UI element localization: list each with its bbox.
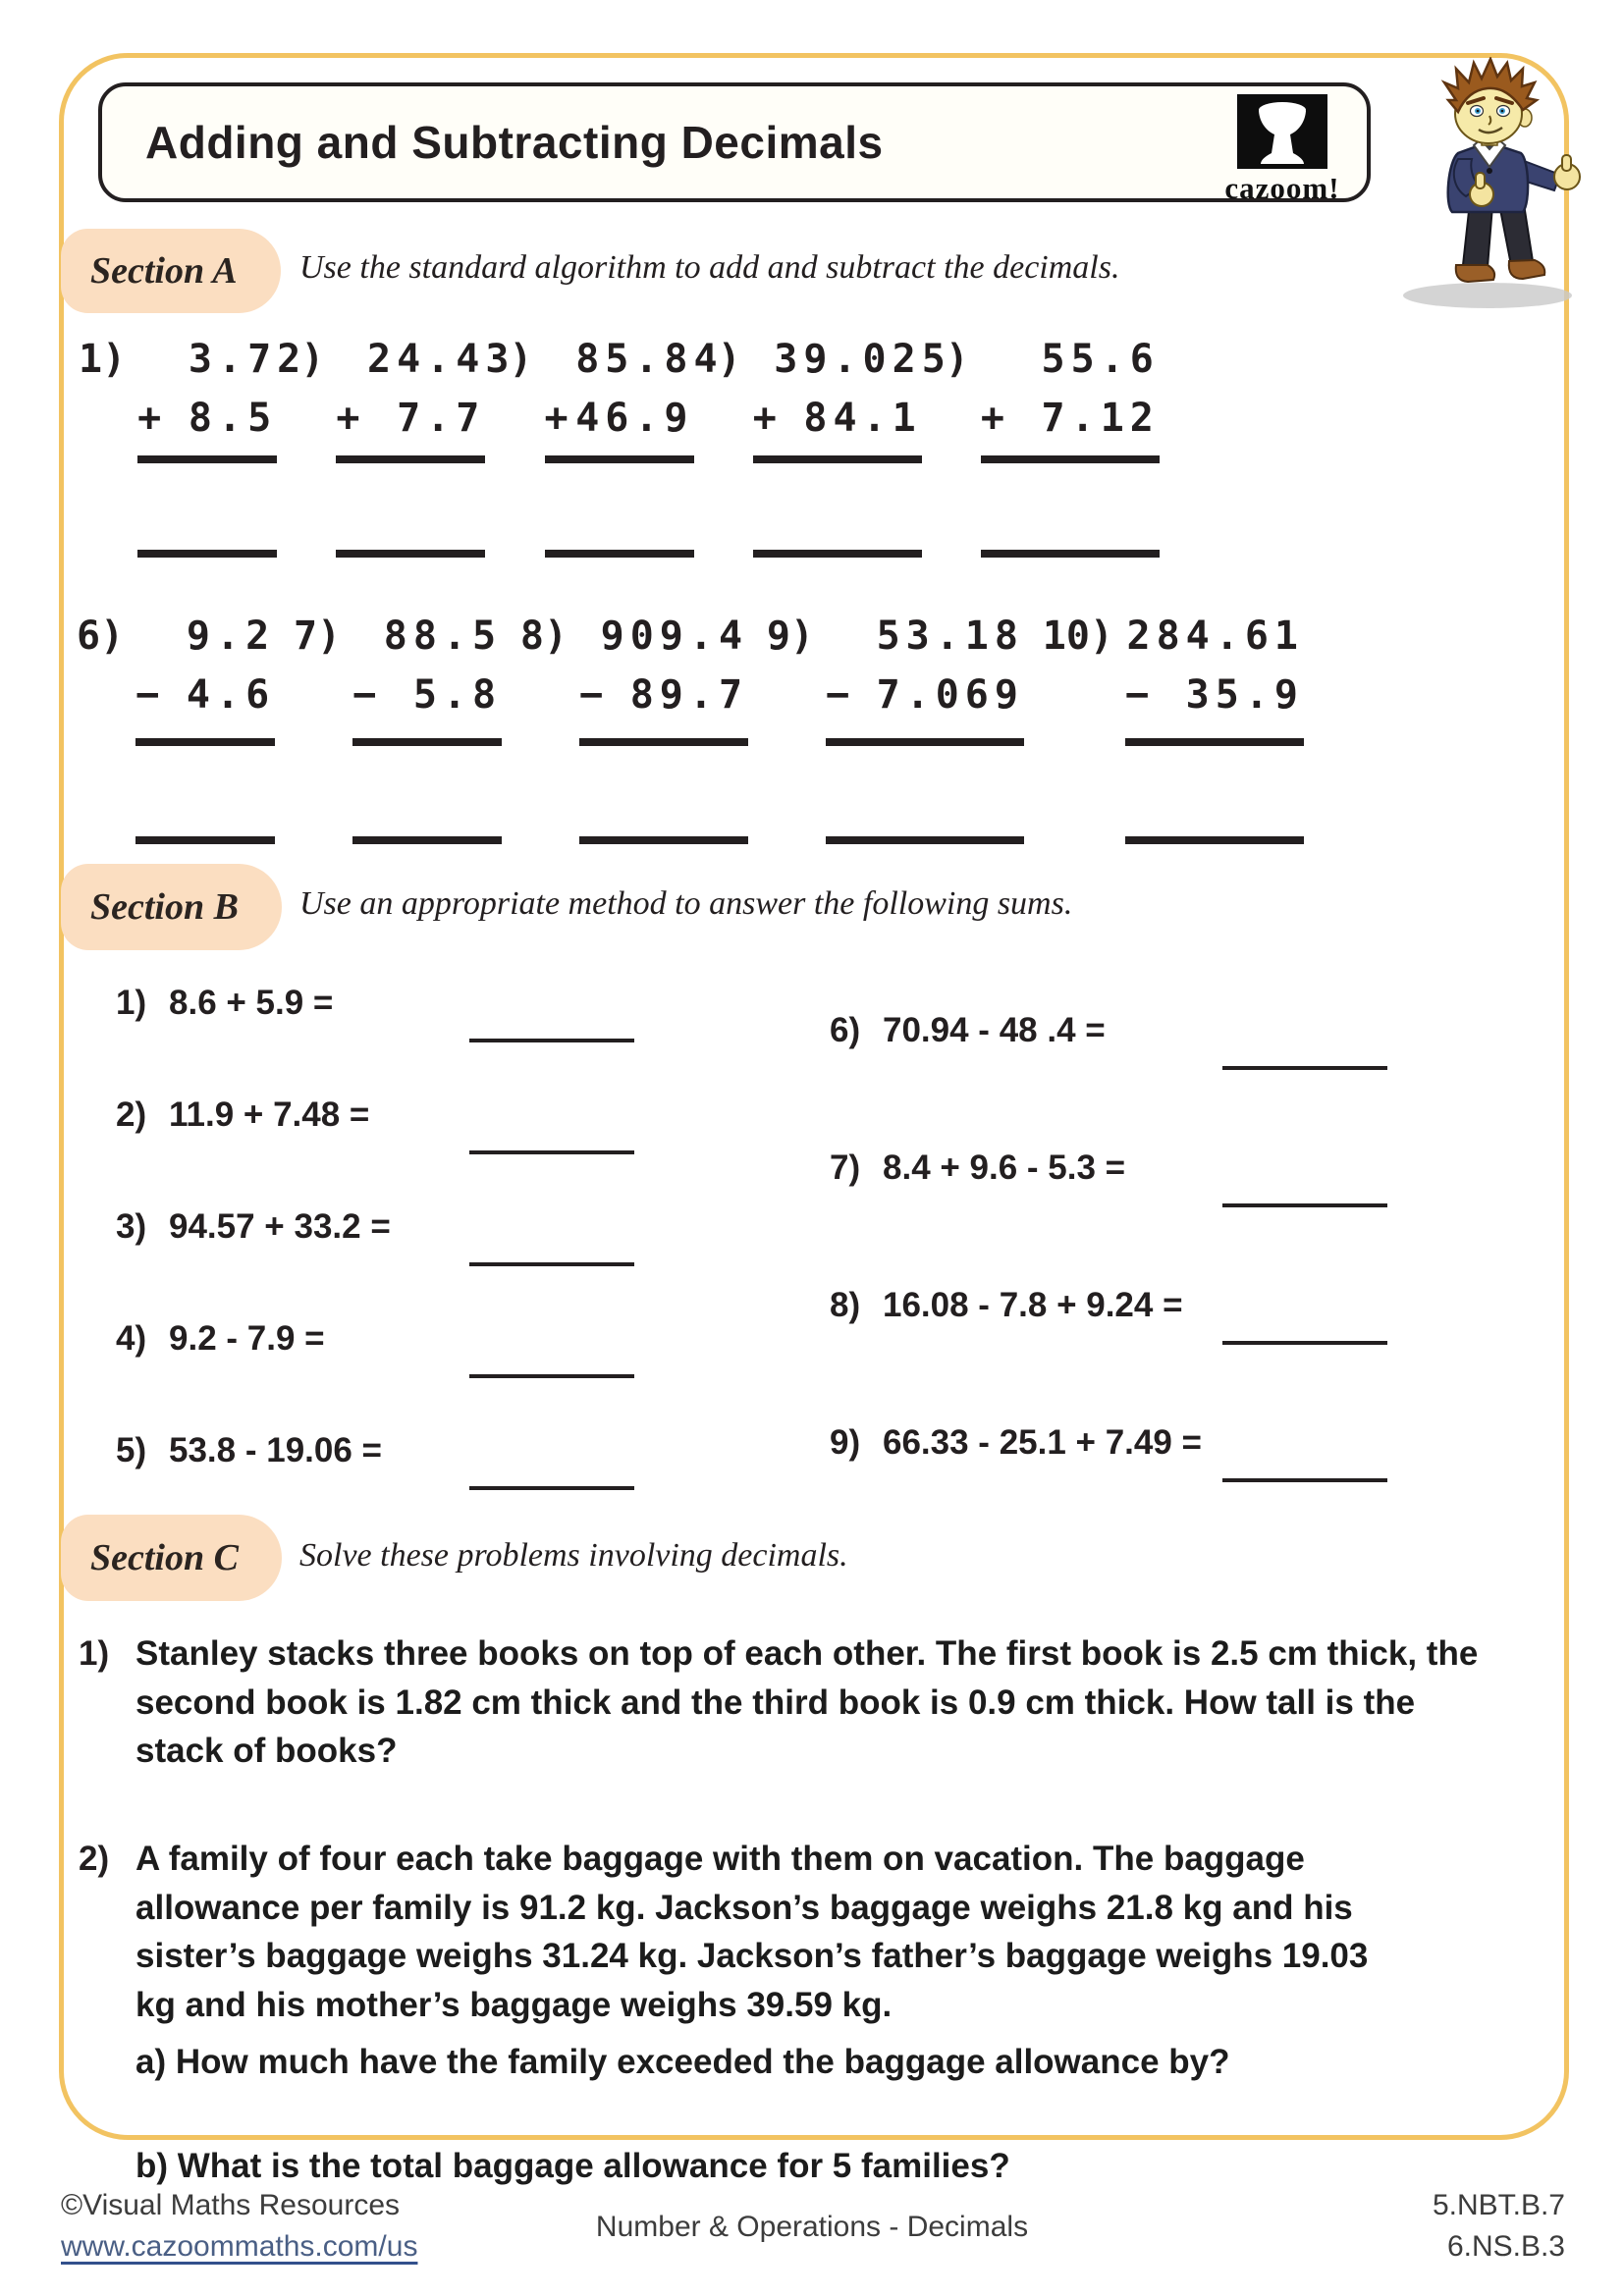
section-c-badge <box>61 1515 282 1601</box>
answer-line <box>1125 836 1304 844</box>
section-a-row-2 <box>77 607 1304 844</box>
sum-item-1 <box>116 984 634 1027</box>
answer-line <box>579 836 748 844</box>
section-c-label: Section C <box>90 1537 239 1578</box>
problem-number: 4) <box>693 337 741 382</box>
bottom-operand: 46.9 <box>575 396 694 441</box>
answer-line <box>469 1486 634 1490</box>
problem-number: 8) <box>519 614 568 659</box>
answer-line <box>826 836 1024 844</box>
section-c-instruction: Solve these problems involving decimals. <box>299 1537 848 1574</box>
section-a-badge <box>61 229 281 313</box>
problem-number: 1) <box>79 337 127 382</box>
expression: 70.94 - 48 .4 = <box>883 1011 1106 1049</box>
problem-number: 3) <box>485 337 533 382</box>
problem-number: 8) <box>830 1286 861 1324</box>
operator: + <box>336 396 366 441</box>
section-a-row-1 <box>79 330 1160 558</box>
answer-line <box>336 550 485 558</box>
section-a-label: Section A <box>90 250 238 292</box>
vertical-problem-5 <box>922 330 1160 558</box>
section-b-badge <box>61 864 282 950</box>
problem-number: 6) <box>830 1011 861 1049</box>
top-operand: 24.4 <box>367 337 486 382</box>
answer-line <box>545 550 694 558</box>
bottom-operand: 7.12 <box>1041 396 1160 441</box>
sum-item-7 <box>830 1148 1387 1192</box>
sum-item-2 <box>116 1095 634 1139</box>
operator: + <box>752 396 783 441</box>
standard-code-2: 6.NS.B.3 <box>1446 2230 1565 2263</box>
vertical-problem-10 <box>1043 607 1304 844</box>
top-operand: 909.4 <box>600 614 749 659</box>
operator: − <box>135 672 166 718</box>
word-problem-2 <box>79 1835 1542 2190</box>
vertical-problem-1 <box>79 330 277 558</box>
answer-line <box>1222 1203 1387 1207</box>
problem-number: 10) <box>1042 614 1113 659</box>
footer-standards <box>1433 2185 1565 2268</box>
operator: + <box>137 396 168 441</box>
operator: − <box>352 672 383 718</box>
vertical-problem-9 <box>767 607 1024 844</box>
section-c-problems <box>79 1629 1542 2249</box>
answer-line <box>1222 1478 1387 1482</box>
problem-number: 5) <box>921 337 969 382</box>
equals-line <box>352 738 502 746</box>
operator: + <box>544 396 574 441</box>
vertical-problem-6 <box>77 607 275 844</box>
problem-number: 1) <box>116 984 147 1022</box>
expression: 94.57 + 33.2 = <box>169 1207 391 1246</box>
top-operand: 9.2 <box>186 614 276 659</box>
vertical-problem-8 <box>520 607 748 844</box>
bottom-operand: 84.1 <box>803 396 922 441</box>
section-b-instruction: Use an appropriate method to answer the following sums. <box>299 885 1073 922</box>
sum-item-9 <box>830 1423 1387 1467</box>
top-operand: 39.02 <box>774 337 922 382</box>
problem-part-b: b) What is the total baggage allowance for 5 families? <box>135 2146 1010 2185</box>
expression: 16.08 - 7.8 + 9.24 = <box>883 1286 1183 1324</box>
standard-code-1: 5.NBT.B.7 <box>1432 2189 1565 2221</box>
equals-line <box>1125 738 1304 746</box>
expression: 66.33 - 25.1 + 7.49 = <box>883 1423 1202 1462</box>
answer-line <box>753 550 922 558</box>
bottom-operand: 4.6 <box>186 672 276 718</box>
answer-line <box>1222 1341 1387 1345</box>
vertical-problem-3 <box>485 330 693 558</box>
sum-item-4 <box>116 1319 634 1362</box>
operator: − <box>825 672 856 718</box>
expression: 8.4 + 9.6 - 5.3 = <box>883 1148 1126 1187</box>
bottom-operand: 7.069 <box>876 672 1024 718</box>
expression: 9.2 - 7.9 = <box>169 1319 325 1358</box>
answer-line <box>469 1150 634 1154</box>
cazoom-logo <box>1223 94 1341 206</box>
problem-number: 5) <box>116 1431 147 1469</box>
operator: − <box>1125 672 1156 718</box>
top-operand: 55.6 <box>1041 337 1160 382</box>
vertical-problem-4 <box>694 330 922 558</box>
equals-line <box>753 455 922 463</box>
answer-line <box>352 836 502 844</box>
section-a-instruction: Use the standard algorithm to add and subtract the decimals. <box>299 249 1120 286</box>
vertical-problem-7 <box>294 607 502 844</box>
answer-line <box>981 550 1160 558</box>
section-b-right-column <box>830 1011 1387 1561</box>
problem-number: 7) <box>830 1148 861 1187</box>
answer-line <box>137 550 277 558</box>
bottom-operand: 35.9 <box>1185 672 1304 718</box>
equals-line <box>135 738 275 746</box>
answer-line <box>469 1374 634 1378</box>
sum-item-6 <box>830 1011 1387 1054</box>
answer-line <box>135 836 275 844</box>
answer-line <box>1222 1066 1387 1070</box>
answer-line <box>469 1262 634 1266</box>
bottom-operand: 89.7 <box>629 672 749 718</box>
problem-number: 2) <box>79 1840 110 1879</box>
problem-number: 4) <box>116 1319 147 1358</box>
word-problem-1 <box>79 1629 1542 1776</box>
answer-line <box>469 1039 634 1042</box>
problem-number: 2) <box>116 1095 147 1134</box>
operator: − <box>579 672 610 718</box>
top-operand: 88.5 <box>383 614 503 659</box>
cazoom-url-link[interactable]: www.cazoommaths.com/us <box>61 2230 418 2263</box>
problem-number: 9) <box>830 1423 861 1462</box>
sum-item-8 <box>830 1286 1387 1329</box>
equals-line <box>981 455 1160 463</box>
expression: 11.9 + 7.48 = <box>169 1095 370 1134</box>
problem-number: 9) <box>766 614 814 659</box>
problem-number: 7) <box>293 614 342 659</box>
expression: 53.8 - 19.06 = <box>169 1431 382 1469</box>
problem-text: Stanley stacks three books on top of each other. The first book is 2.5 cm thick, the second book is 1.82 cm thick and the third book is 0.9 cm thick. How tall is the stack of books? <box>135 1634 1479 1771</box>
sum-item-5 <box>116 1431 634 1474</box>
bottom-operand: 8.5 <box>188 396 278 441</box>
problem-number: 2) <box>277 337 325 382</box>
bottom-operand: 5.8 <box>412 672 503 718</box>
problem-number: 1) <box>79 1634 110 1673</box>
top-operand: 284.61 <box>1126 614 1304 659</box>
operator: + <box>980 396 1010 441</box>
problem-number: 6) <box>77 614 125 659</box>
equals-line <box>336 455 485 463</box>
equals-line <box>579 738 748 746</box>
section-b-label: Section B <box>90 886 239 928</box>
problem-number: 3) <box>116 1207 147 1246</box>
problem-part-a: a) How much have the family exceeded the baggage allowance by? <box>135 2042 1230 2081</box>
sum-item-3 <box>116 1207 634 1251</box>
vertical-problem-2 <box>277 330 485 558</box>
equals-line <box>826 738 1024 746</box>
top-operand: 53.18 <box>876 614 1024 659</box>
top-operand: 85.8 <box>575 337 694 382</box>
copyright-text: ©Visual Maths Resources <box>61 2189 401 2221</box>
footer-topic: Number & Operations - Decimals <box>595 2211 1029 2243</box>
equals-line <box>545 455 694 463</box>
section-b-left-column <box>116 984 634 1543</box>
expression: 8.6 + 5.9 = <box>169 984 334 1022</box>
bottom-operand: 7.7 <box>397 396 486 441</box>
mascot-boy-illustration <box>1373 57 1608 312</box>
equals-line <box>137 455 277 463</box>
top-operand: 3.7 <box>188 337 278 382</box>
cazoom-logo-text: cazoom! <box>1224 171 1340 205</box>
cazoom-drum-icon <box>1237 94 1327 169</box>
page-title: Adding and Subtracting Decimals <box>145 117 884 168</box>
problem-text: A family of four each take baggage with them on vacation. The baggage allowance per family is 91.2 kg. Jackson’s baggage weighs 21.8 kg and his sister’s baggage weighs 31.24 kg. Jackson’s father’s baggage weighs 19.03 kg and his mother’s baggage weighs 39.59 kg. <box>135 1840 1369 2025</box>
title-box <box>98 82 1371 205</box>
